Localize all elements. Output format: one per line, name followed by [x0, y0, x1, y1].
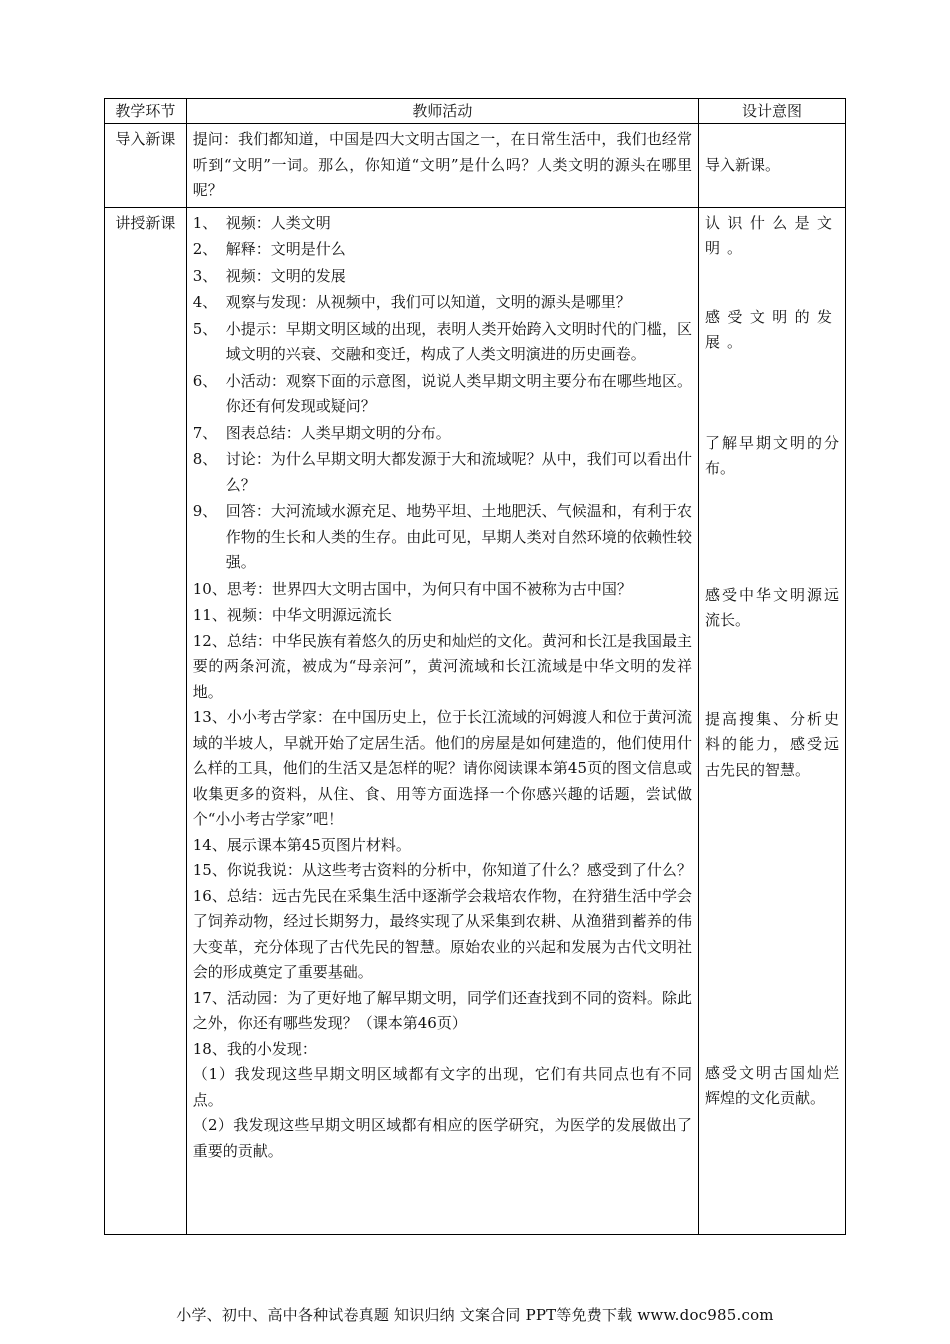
list-item — [193, 290, 692, 316]
design-intent-item: 提高搜集、分析史料的能力，感受远古先民的智慧。 — [705, 709, 839, 779]
activity-paragraph: 18、我的小发现： — [192, 1039, 317, 1058]
activity-list — [193, 211, 692, 629]
list-item — [193, 603, 692, 629]
item-text: 回答：大河流域水源充足、地势平坦、土地肥沃、气候温和，有利于农作物的生长和人类的生存。由此可见，早期人类对自然环境的依赖性较强。 — [225, 502, 693, 571]
list-item — [193, 421, 692, 447]
intro-design-intent: 导入新课。 — [699, 124, 846, 208]
item-number: 6、 — [192, 371, 218, 390]
table-row-intro — [105, 124, 846, 208]
design-intent-item: 感受文明的发展。 — [705, 307, 839, 351]
activity-paragraphs — [193, 629, 692, 1165]
activity-paragraph: 15、你说我说：从这些考古资料的分析中，你知道了什么？感受到了什么？ — [192, 861, 692, 879]
lecture-design-intent — [699, 207, 846, 1234]
item-number: 2、 — [192, 240, 218, 258]
item-text: 视频：人类文明 — [225, 213, 331, 232]
stage-lecture: 讲授新课 — [105, 207, 187, 1234]
activity-paragraph: 14、展示课本第45页图片材料。 — [192, 835, 411, 854]
item-number: 3、 — [192, 266, 218, 285]
design-intent-item: 感受中华文明源远流长。 — [705, 585, 839, 629]
lecture-teacher-activity — [186, 207, 698, 1234]
activity-paragraph: （1）我发现这些早期文明区域都有文字的出现，它们有共同点也有不同点。 — [192, 1065, 693, 1109]
item-number: 5、 — [192, 319, 218, 338]
item-number: 8、 — [192, 450, 218, 468]
design-intent-item: 感受文明古国灿烂辉煌的文化贡献。 — [705, 1063, 839, 1107]
item-text: 观察与发现：从视频中，我们可以知道，文明的源头是哪里？ — [225, 293, 631, 311]
activity-paragraph: 13、小小考古学家：在中国历史上，位于长江流域的河姆渡人和位于黄河流域的半坡人，早就开始了定居生活。他们的房屋是如何建造的，他们使用什么样的工具，他们的生活又是怎样的呢？请你阅读课本第45页的图文信息或收集更多的资料，从住、食、用等方面选择一个你感兴趣的话题，尝试做个“小小考古学家”吧！ — [192, 708, 693, 828]
stage-intro: 导入新课 — [105, 124, 187, 208]
list-item — [193, 577, 692, 603]
item-number: 1、 — [192, 213, 218, 232]
activity-paragraph: 16、总结：远古先民在采集生活中逐渐学会栽培农作物，在狩猎生活中学会了饲养动物，经过长期努力，最终实现了从采集到农耕、从渔猎到蓄养的伟大变革，充分体现了古代先民的智慧。原始农业的兴起和发展为古代文明社会的形成奠定了重要基础。 — [192, 886, 693, 981]
item-text: 小活动：观察下面的示意图，说说人类早期文明主要分布在哪些地区。你还有何发现或疑问？ — [225, 371, 693, 415]
header-stage: 教学环节 — [105, 99, 187, 124]
list-item — [193, 447, 692, 498]
item-text: 思考：世界四大文明古国中，为何只有中国不被称为古中国？ — [226, 579, 632, 598]
item-text: 讨论：为什么早期文明大都发源于大和流域呢？从中，我们可以看出什么？ — [225, 450, 693, 494]
item-text: 小提示：早期文明区域的出现，表明人类开始跨入文明时代的门槛，区域文明的兴衰、交融和变迁，构成了人类文明演进的历史画卷。 — [225, 319, 693, 363]
table-header-row — [105, 99, 846, 124]
activity-paragraph: （2）我发现这些早期文明区域都有相应的医学研究，为医学的发展做出了重要的贡献。 — [192, 1116, 693, 1160]
item-number: 9、 — [192, 502, 218, 520]
item-number: 11、 — [192, 606, 227, 624]
lesson-plan-table — [104, 98, 846, 1235]
list-item — [193, 264, 692, 290]
item-text: 视频：文明的发展 — [225, 266, 346, 285]
item-number: 4、 — [192, 293, 218, 311]
page-footer: 小学、初中、高中各种试卷真题 知识归纳 文案合同 PPT等免费下载 www.doc985.com — [176, 1306, 774, 1324]
item-text: 视频：中华文明源远流长 — [226, 606, 392, 624]
design-intent-item: 了解早期文明的分布。 — [705, 433, 839, 477]
list-item — [193, 211, 692, 237]
activity-paragraph: 12、总结：中华民族有着悠久的历史和灿烂的文化。黄河和长江是我国最主要的两条河流，被成为“母亲河”，黄河流域和长江流域是中华文明的发祥地。 — [192, 631, 693, 701]
header-design-intent: 设计意图 — [699, 99, 846, 124]
list-item — [193, 369, 692, 420]
list-item — [193, 499, 692, 576]
intro-teacher-activity: 提问：我们都知道，中国是四大文明古国之一，在日常生活中，我们也经常听到“文明”一词。那么，你知道“文明”是什么吗？人类文明的源头在哪里呢？ — [186, 124, 698, 208]
item-text: 图表总结：人类早期文明的分布。 — [225, 423, 451, 442]
design-intent-item: 认识什么是文明。 — [705, 213, 839, 257]
list-item — [193, 317, 692, 368]
item-number: 7、 — [192, 423, 218, 442]
intent-list — [705, 211, 839, 1231]
table-row-lecture — [105, 207, 846, 1234]
header-teacher-activity: 教师活动 — [186, 99, 698, 124]
item-text: 解释：文明是什么 — [225, 240, 346, 258]
activity-paragraph: 17、活动园：为了更好地了解早期文明，同学们还查找到不同的资料。除此之外，你还有哪些发现？（课本第46页） — [192, 988, 693, 1032]
item-number: 10、 — [192, 579, 227, 598]
list-item — [193, 237, 692, 263]
